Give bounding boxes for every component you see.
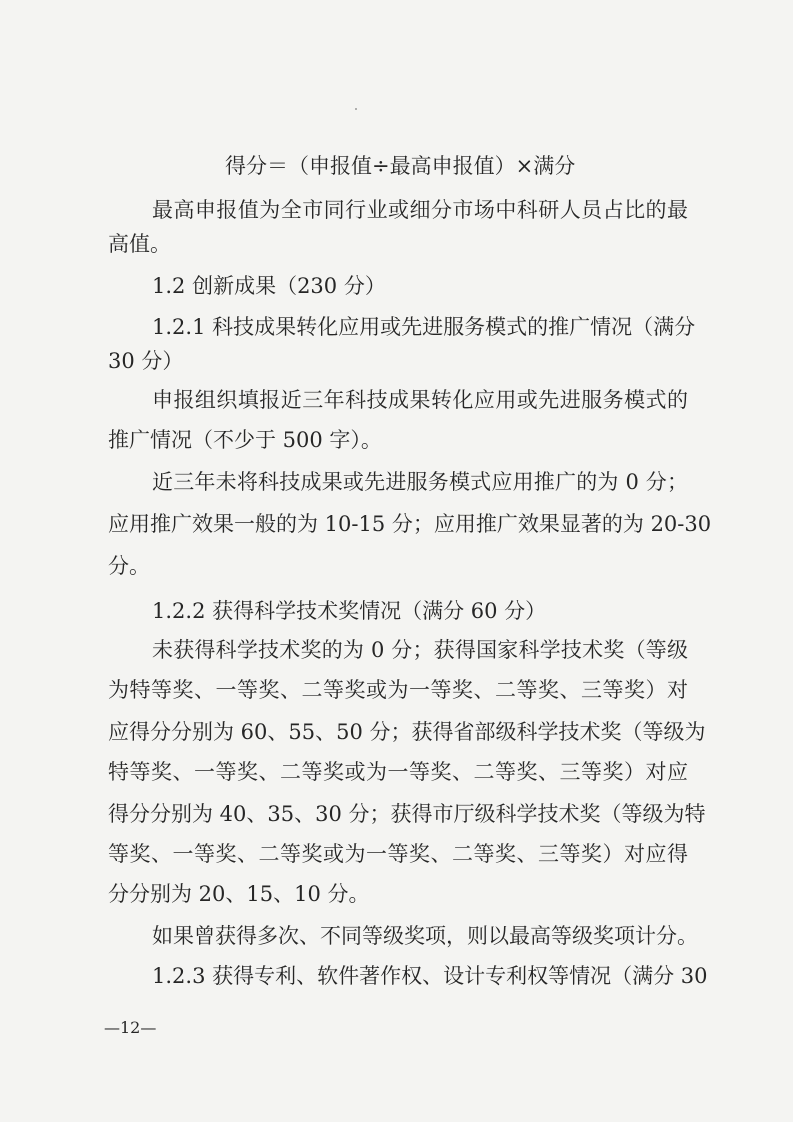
formula-line: 得分＝（申报值÷最高申报值）×满分 <box>225 154 576 178</box>
body-line: 申报组织填报近三年科技成果转化应用或先进服务模式的 <box>152 388 688 412</box>
body-line: 如果曾获得多次、不同等级奖项，则以最高等级奖项计分。 <box>152 924 698 948</box>
body-line: 应得分分别为 60、55、50 分；获得省部级科学技术奖（等级为 <box>108 720 706 744</box>
body-line: 等奖、一等奖、二等奖或为一等奖、二等奖、三等奖）对应得 <box>108 842 688 866</box>
body-line: 最高申报值为全市同行业或细分市场中科研人员占比的最 <box>152 198 688 222</box>
subsection-heading: 1.2.1 科技成果转化应用或先进服务模式的推广情况（满分 <box>152 315 696 339</box>
subsection-heading-cont: 30 分） <box>108 349 184 373</box>
body-line: 分。 <box>108 554 150 578</box>
body-line: 推广情况（不少于 500 字）。 <box>108 428 382 452</box>
page-number: —12— <box>104 1018 157 1037</box>
scan-speck <box>355 108 357 110</box>
body-line: 为特等奖、一等奖、二等奖或为一等奖、二等奖、三等奖）对 <box>108 678 688 702</box>
body-line: 分分别为 20、15、10 分。 <box>108 882 370 906</box>
body-line: 得分分别为 40、35、30 分；获得市厅级科学技术奖（等级为特 <box>108 802 706 826</box>
subsection-heading: 1.2.2 获得科学技术奖情况（满分 60 分） <box>152 599 547 623</box>
section-heading: 1.2 创新成果（230 分） <box>152 274 386 298</box>
body-line: 高值。 <box>108 232 171 256</box>
body-line: 应用推广效果一般的为 10-15 分；应用推广效果显著的为 20-30 <box>108 512 712 536</box>
subsection-heading: 1.2.3 获得专利、软件著作权、设计专利权等情况（满分 30 <box>152 964 708 988</box>
body-line: 近三年未将科技成果或先进服务模式应用推广的为 0 分； <box>152 470 688 494</box>
body-line: 特等奖、一等奖、二等奖或为一等奖、二等奖、三等奖）对应 <box>108 760 688 784</box>
body-line: 未获得科学技术奖的为 0 分；获得国家科学技术奖（等级 <box>152 638 688 662</box>
